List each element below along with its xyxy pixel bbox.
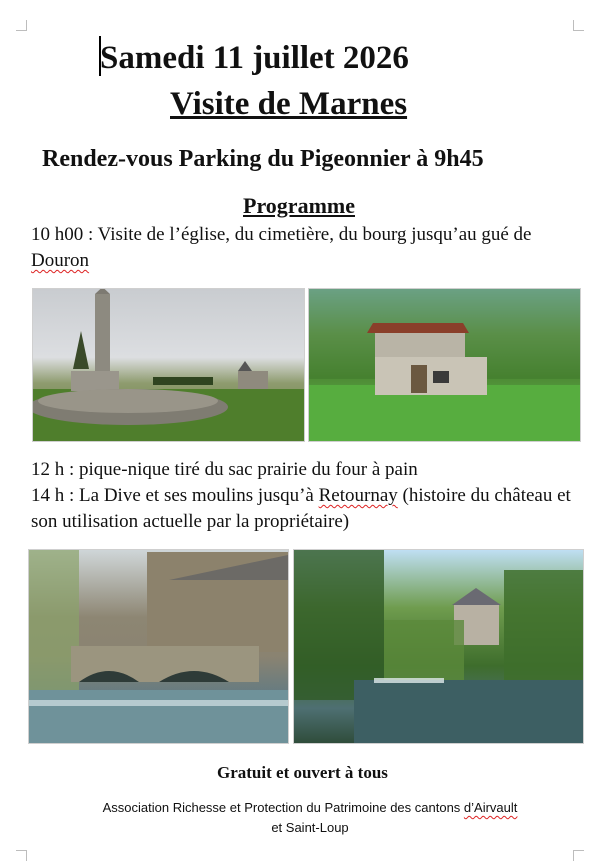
organizer-text: Association Richesse et Protection du Patrimoine des cantons	[102, 800, 464, 815]
admission-note: Gratuit et ouvert à tous	[217, 763, 388, 782]
schedule-item-1200: 12 h : pique-nique tiré du sac prairie du four à pain	[31, 459, 418, 480]
schedule-text: (histoire du château et son utilisation actuelle par la propriétaire)	[31, 485, 571, 532]
program-heading: Programme	[243, 193, 355, 218]
photo-mill-bridge	[28, 549, 289, 744]
page-corner-mark	[573, 850, 584, 861]
spellcheck-word: d’Airvault	[463, 800, 518, 815]
photo-bread-oven	[308, 288, 581, 442]
page-corner-mark	[16, 850, 27, 861]
photo-river-dive	[293, 549, 584, 744]
meeting-point: Rendez-vous Parking du Pigeonnier à 9h45	[42, 146, 484, 172]
schedule-text: 10 h00 : Visite de l’église, du cimetière, du bourg jusqu’au gué de	[31, 224, 532, 245]
spellcheck-word: Douron	[31, 250, 90, 271]
event-date: Samedi 11 juillet 2026	[100, 40, 409, 76]
schedule-item-1000	[31, 222, 591, 274]
schedule-text: 14 h : La Dive et ses moulins jusqu’à	[31, 485, 319, 506]
schedule-item-1400	[31, 483, 596, 535]
page-corner-mark	[573, 20, 584, 31]
organizer-line-2: et Saint-Loup	[271, 820, 349, 835]
spellcheck-word: Retournay	[318, 485, 398, 506]
photo-cemetery-church	[32, 288, 305, 442]
organizer-line-1	[40, 798, 580, 818]
page-corner-mark	[16, 20, 27, 31]
page-title: Visite de Marnes	[170, 86, 408, 122]
